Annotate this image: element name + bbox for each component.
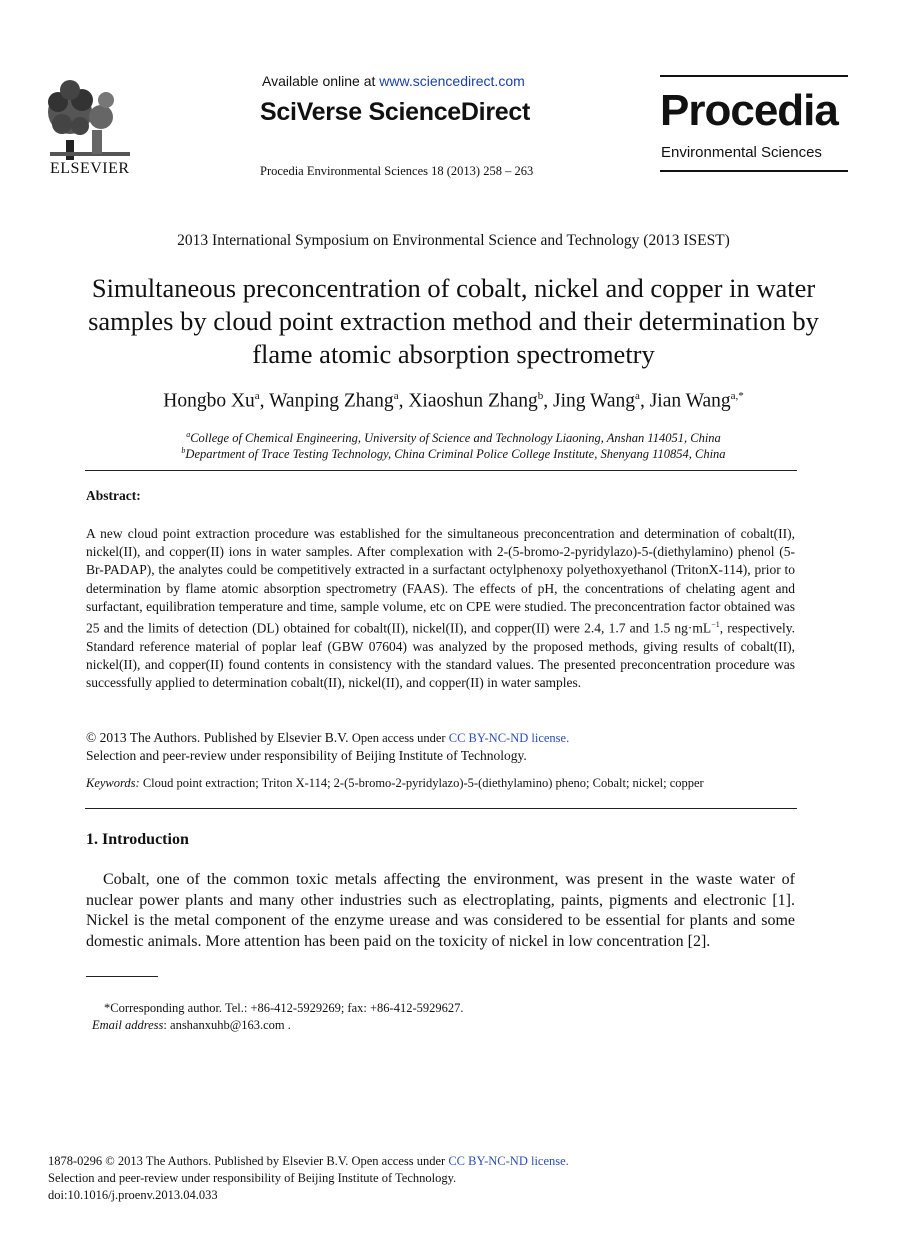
paper-title: Simultaneous preconcentration of cobalt, nickel and copper in water samples by cloud point extraction method and their determination by flame atomic absorption spectrometry xyxy=(88,273,819,369)
copyright-text: © 2013 The Authors. Published by Elsevier B.V. xyxy=(86,730,352,745)
author-affiliation-mark: b xyxy=(537,390,544,402)
affiliation-text: College of Chemical Engineering, University of Science and Technology Liaoning, Anshan 114051, China xyxy=(190,431,721,446)
symposium-line: 2013 International Symposium on Environmental Science and Technology (2013 ISEST) xyxy=(177,232,730,249)
doi-line: doi:10.1016/j.proenv.2013.04.033 xyxy=(48,1188,218,1202)
publisher-name: ELSEVIER xyxy=(50,160,130,177)
journal-reference: Procedia Environmental Sciences 18 (2013) 258 – 263 xyxy=(260,164,534,178)
affiliation-text: Department of Trace Testing Technology, China Criminal Police College Institute, Shenyang 110854, China xyxy=(185,447,726,462)
author-affiliation-mark: a xyxy=(635,390,640,402)
affiliation-mark: b xyxy=(181,446,186,455)
author: Wanping Zhang xyxy=(269,390,394,412)
author: Hongbo Xu xyxy=(163,390,255,412)
license-link[interactable]: CC BY-NC-ND license. xyxy=(448,731,570,745)
author-affiliation-mark: a xyxy=(254,390,260,402)
author: Jian Wang xyxy=(649,390,731,412)
email-address: : anshanxuhb@163.com . xyxy=(163,1018,291,1032)
footnote-rule xyxy=(86,976,158,977)
email-label: Email address xyxy=(92,1018,164,1032)
author: Jing Wang xyxy=(553,390,636,412)
issn-copyright-line xyxy=(48,1154,569,1169)
copyright-block xyxy=(86,729,569,765)
available-online-line xyxy=(262,73,525,89)
unit-exponent: −1 xyxy=(711,620,720,630)
email-note xyxy=(92,1018,291,1033)
abstract-text-part: , respectively. Standard reference material of poplar leaf (GBW 07604) was analyzed by the proposed methods, giving results of cobalt(II), nickel(II), and copper(II) found contents in consistency with the standard values. The presented preconcentration procedure was successfully applied to determination cobalt(II), nickel(II), and copper(II) in water samples. xyxy=(86,620,795,691)
abstract-text-part: A new cloud point extraction procedure was established for the simultaneous preconcentration and determination of cobalt(II), nickel(II), and copper(II) ions in water samples. After complexation with 2-(5-bromo-2-pyridylazo)-5-(diethylamino) phenol (5-Br-PADAP), the analytes could be competitively extracted in a surfactant octylphenoxy polyethoxyethanol (TritonX-114), prior to determination by flame atomic absorption spectrometry (FAAS). The effects of pH, the concentrations of chelating agent and surfactant, equilibration temperature and time, sample volume, etc on CPE were studied. The preconcentration factor obtained was 25 and the limits of detection (DL) obtained for cobalt(II), nickel(II), and copper(II) were 2.4, 1.7 and 1.5 ng·mL xyxy=(86,526,795,636)
intro-paragraph: Cobalt, one of the common toxic metals affecting the environment, was present in the waste water of nuclear power plants and many other industries such as electroplating, paints, pigments and electronic [1]. Nickel is the metal component of the enzyme urease and was considered to be essential for plants and some domestic animals. More attention has been paid on the toxicity of nickel in low concentration [2]. xyxy=(86,871,795,950)
license-link[interactable]: CC BY-NC-ND license. xyxy=(448,1154,569,1168)
peer-review-text: Selection and peer-review under responsibility of Beijing Institute of Technology. xyxy=(86,748,527,763)
platform-name: SciVerse ScienceDirect xyxy=(260,98,530,126)
author-list: Hongbo Xu$^a$, Wanping Zhang$^a$, Xiaoshun Zhang$^b$, Jing Wang$^a$, Jian Wang$^{a,*}$ xyxy=(163,390,744,412)
journal-subtitle: Environmental Sciences xyxy=(661,144,822,161)
keywords-text: Cloud point extraction; Triton X-114; 2-(5-bromo-2-pyridylazo)-5-(diethylamino) pheno; Cobalt; nickel; copper xyxy=(139,776,704,790)
affiliation-b xyxy=(0,446,907,462)
abstract-heading: Abstract: xyxy=(86,488,141,503)
divider xyxy=(85,808,797,809)
sciencedirect-link[interactable]: www.sciencedirect.com xyxy=(379,73,525,89)
keywords-label: Keywords: xyxy=(86,776,140,790)
issn-text: 1878-0296 © 2013 The Authors. Published by Elsevier B.V. xyxy=(48,1154,352,1168)
corresponding-author-note: *Corresponding author. Tel.: +86-412-5929269; fax: +86-412-5929627. xyxy=(104,1001,464,1015)
open-access-text: Open access under xyxy=(351,731,449,745)
available-prefix: Available online at xyxy=(262,73,380,89)
author: Xiaoshun Zhang xyxy=(408,390,538,412)
abstract-body xyxy=(86,525,795,692)
journal-name: Procedia xyxy=(660,86,838,135)
keywords-line xyxy=(86,776,704,791)
section-heading: 1. Introduction xyxy=(86,831,189,848)
open-access-text: Open access under xyxy=(351,1154,449,1168)
affiliation-mark: a xyxy=(186,430,191,439)
author-affiliation-mark: a,* xyxy=(730,390,744,402)
author-affiliation-mark: a xyxy=(393,390,399,402)
journal-rule-bottom xyxy=(660,170,848,172)
peer-review-line: Selection and peer-review under responsibility of Beijing Institute of Technology. xyxy=(48,1171,457,1185)
affiliation-a xyxy=(0,430,907,446)
journal-rule-top xyxy=(660,75,848,77)
divider xyxy=(85,470,797,471)
